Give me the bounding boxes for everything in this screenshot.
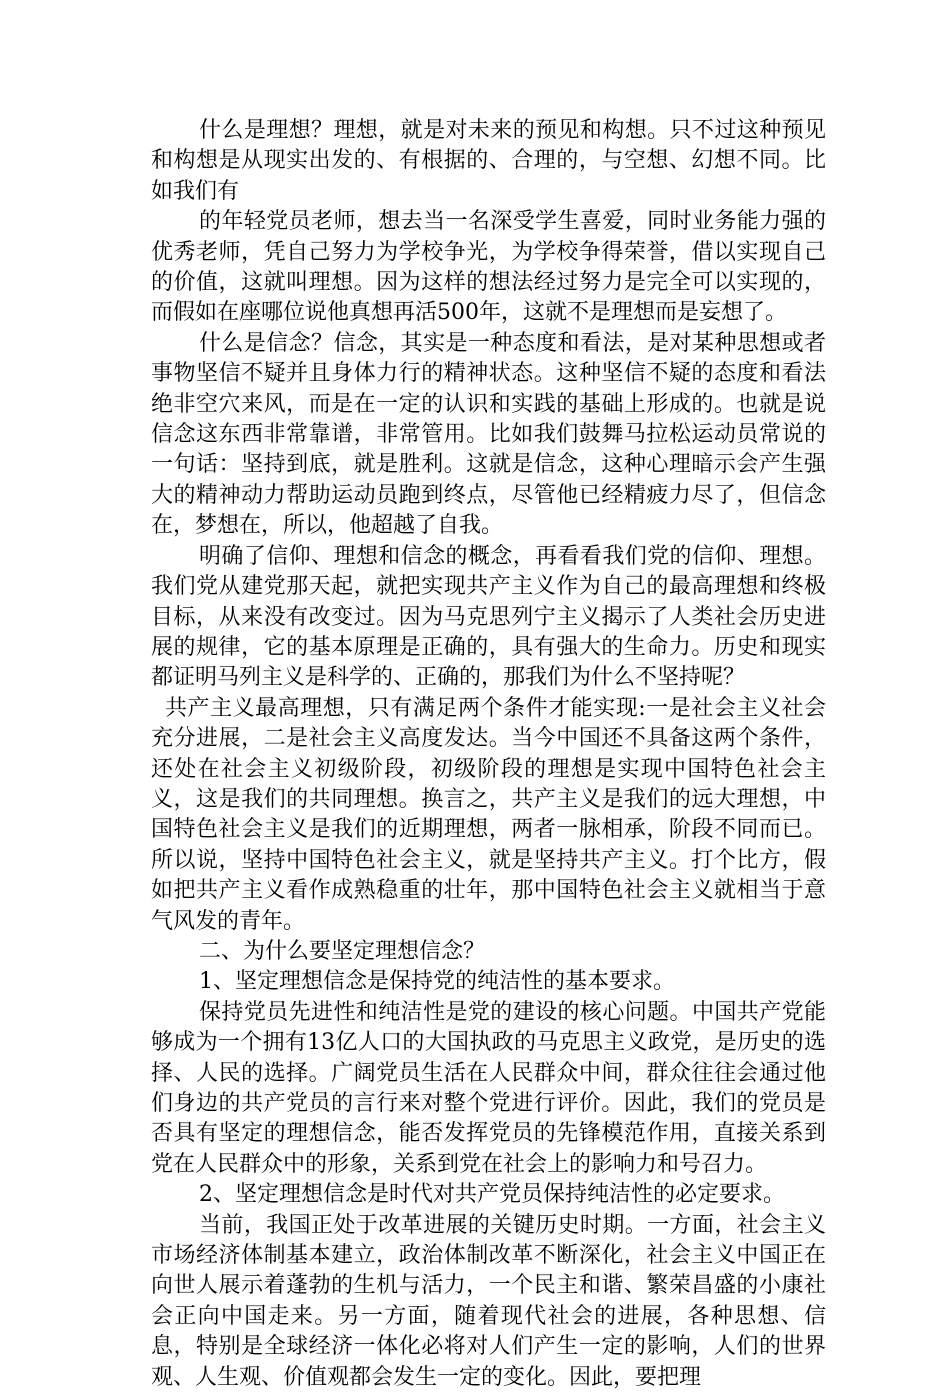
- paragraph-communist-ideal: 共产主义最高理想，只有满足两个条件才能实现:一是社会主义社会充分进展，二是社会主义高度发达。当今中国还不具备这两个条件，还处在社会主义初级阶段，初级阶段的理想是实现中国特色社会主义，这是我们的共同理想。换言之，共产主义是我们的远大理想，中国特色社会主义是我们的近期理想，两者一脉相承，阶段不同而已。所以说，坚持中国特色社会主义，就是坚持共产主义。打个比方，假如把共产主义看作成熟稳重的壮年，那中国特色社会主义就相当于意气风发的青年。: [151, 695, 826, 934]
- paragraph-young-teacher-example: 的年轻党员老师，想去当一名深受学生喜爱，同时业务能力强的优秀老师，凭自己努力为学校争光，为学校争得荣誉，借以实现自己的价值，这就叫理想。因为这样的想法经过努力是完全可以实现的，而假如在座哪位说他真想再活500年，这就不是理想而是妄想了。: [151, 209, 826, 326]
- section-heading-why-firm-ideals: 二、为什么要坚定理想信念？: [199, 938, 486, 964]
- paragraph-what-is-belief: 什么是信念？信念，其实是一种态度和看法，是对某种思想或者事物坚信不疑并且身体力行的精神状态。这种坚信不疑的态度和看法绝非空穴来风，而是在一定的认识和实践的基础上形成的。也就是说信念这东西非常靠谱，非常管用。比如我们鼓舞马拉松运动员常说的一句话：坚持到底，就是胜利。这就是信念，这种心理暗示会产生强大的精神动力帮助运动员跑到终点，尽管他已经精疲力尽了，但信念在，梦想在，所以，他超越了自我。: [151, 330, 826, 539]
- paragraph-reform-period: 当前，我国正处于改革进展的关键历史时期。一方面，社会主义市场经济体制基本建立，政治体制改革不断深化，社会主义中国正在向世人展示着蓬勃的生机与活力，一个民主和谐、繁荣昌盛的小康社会正向中国走来。另一方面，随着现代社会的进展，各种思想、信息，特别是全球经济一体化必将对人们产生一定的影响，人们的世界观、人生观、价值观都会发生一定的变化。因此，要把理: [151, 1212, 826, 1390]
- subheading-point-1: 1、坚定理想信念是保持党的纯洁性的基本要求。: [199, 969, 675, 995]
- paragraph-party-purity: 保持党员先进性和纯洁性是党的建设的核心问题。中国共产党能够成为一个拥有13亿人口的大国执政的马克思主义政党，是历史的选择、人民的选择。广阔党员生活在人民群众中间，群众往往会通过他们身边的共产党员的言行来对整个党进行评价。因此，我们的党员是否具有坚定的理想信念，能否发挥党员的先锋模范作用，直接关系到党在人民群众中的形象，关系到党在社会上的影响力和号召力。: [151, 999, 826, 1177]
- paragraph-what-is-ideal: 什么是理想？理想，就是对未来的预见和构想。只不过这种预见和构想是从现实出发的、有根据的、合理的，与空想、幻想不同。比如我们有: [151, 118, 826, 204]
- document-body: [151, 116, 826, 1393]
- paragraph-party-faith: 明确了信仰、理想和信念的概念，再看看我们党的信仰、理想。我们党从建党那天起，就把实现共产主义作为自己的最高理想和终极目标，从来没有改变过。因为马克思列宁主义揭示了人类社会历史进展的规律，它的基本原理是正确的，具有强大的生命力。历史和现实都证明马列主义是科学的、正确的，那我们为什么不坚持呢？: [151, 543, 826, 691]
- subheading-point-2: 2、坚定理想信念是时代对共产党员保持纯洁性的必定要求。: [199, 1182, 785, 1208]
